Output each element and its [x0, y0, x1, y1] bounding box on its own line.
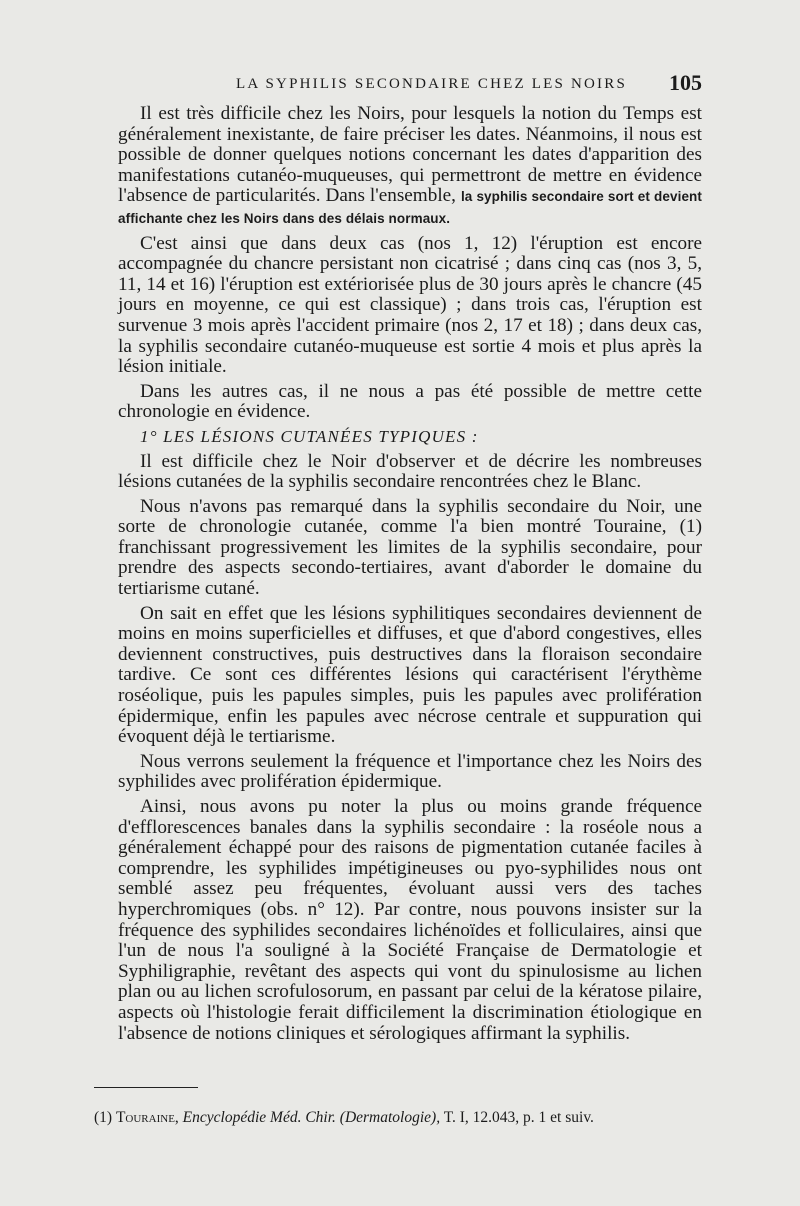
page-header: [118, 70, 702, 98]
page-number: 105: [669, 70, 702, 95]
footnote-section: (Dermatologie),: [339, 1109, 441, 1126]
paragraph-frequency: Nous verrons seulement la fréquence et l'importance chez les Noirs des syphilides avec prolifération épidermique.: [118, 750, 702, 793]
paragraph-chronology: Nous n'avons pas remarqué dans la syphilis secondaire du Noir, une sorte de chronologie cutanée, comme l'a bien montré Touraine, (1) franchissant progressivement les limites de la syphilis secondaire, pour prendre des aspects secondo-tertiaires, avant d'aborder le domaine du tertiarisme cutané.: [118, 495, 702, 600]
footnote-author: Touraine,: [115, 1109, 179, 1126]
paragraph-dates: [118, 104, 702, 230]
running-head: LA SYPHILIS SECONDAIRE CHEZ LES NOIRS: [236, 76, 628, 92]
inserted-typed-line: la syphilis secondaire sort et devient affichante chez les Noirs dans des délais normaux.: [118, 189, 703, 226]
paragraph-efflorescences: Ainsi, nous avons pu noter la plus ou moins grande fréquence d'efflorescences banales dans la syphilis secondaire : la roséole nous a généralement échappé pour des raisons de pigmentation cutanée faciles à comprendre, les syphilides impétigineuses ou pyo-syphilides nous ont semblé assez peu fréquentes, évoluant aussi vers des taches hyperchromiques (obs. n° 12). Par contre, nous pouvons insister sur la fréquence des syphilides secondaires lichénoïdes et folliculaires, ainsi que l'un de nous l'a souligné à la Société Française de Dermatologie et Syphiligraphie, revêtant des aspects qui vont du spinulosisme au lichen plan ou au lichen scrofulosorum, en passant par celui de la kératose pilaire, aspects où l'histologie ferait difficilement la discrimination étiologique en l'absence de notions cliniques et sérologiques affirmant la syphilis.: [118, 796, 702, 1044]
paragraph-other-cases: Dans les autres cas, il ne nous a pas été possible de mettre cette chronologie en évidence.: [118, 380, 702, 423]
paragraph-difficulty: Il est difficile chez le Noir d'observer et de décrire les nombreuses lésions cutanées de la syphilis secondaire rencontrées chez le Blanc.: [118, 450, 702, 493]
paragraph-cases: C'est ainsi que dans deux cas (nos 1, 12) l'éruption est encore accompagnée du chancre persistant non cicatrisé ; dans cinq cas (nos 3, 5, 11, 14 et 16) l'éruption est extériorisée plus de 30 jours après le chancre (45 jours en moyenne, ce qui est classique) ; dans trois cas, l'éruption est survenue 3 mois après l'accident primaire (nos 2, 17 et 18) ; dans deux cas, la syphilis secondaire cutanéo-muqueuse est sortie 4 mois et plus après la lésion initiale.: [118, 232, 702, 378]
paragraph-lesions: On sait en effet que les lésions syphilitiques secondaires deviennent de moins en moins superficielles et diffuses, et que d'abord congestives, elles deviennent constructives, puis destructives dans la floraison secondaire tardive. Ce sont ces différentes lésions qui caractérisent l'érythème roséolique, puis les papules simples, puis les papules avec prolifération épidermique, enfin les papules avec nécrose centrale et suppuration qui évoquent déjà le tertiarisme.: [118, 602, 702, 748]
footnote-marker: (1): [94, 1109, 113, 1126]
footnote: [94, 1109, 714, 1127]
paragraph-dates-text: Il est très difficile chez les Noirs, pour lesquels la notion du Temps est généralement inexistante, de faire préciser les dates. Néanmoins, il nous est possible de donner quelques notions concernant les dates d'apparition des manifestations cutanéo-muqueuses, qui permettront de mettre en évidence l'absence de particularités. Dans l'ensemble,: [118, 103, 702, 207]
section-heading: 1° LES LÉSIONS CUTANÉES TYPIQUES :: [140, 426, 479, 446]
body-text: [118, 104, 702, 1048]
footnote-work: Encyclopédie Méd. Chir.: [182, 1109, 336, 1126]
footnote-reference: T. I, 12.043, p. 1 et suiv.: [443, 1109, 594, 1126]
footnote-rule: [94, 1087, 198, 1088]
